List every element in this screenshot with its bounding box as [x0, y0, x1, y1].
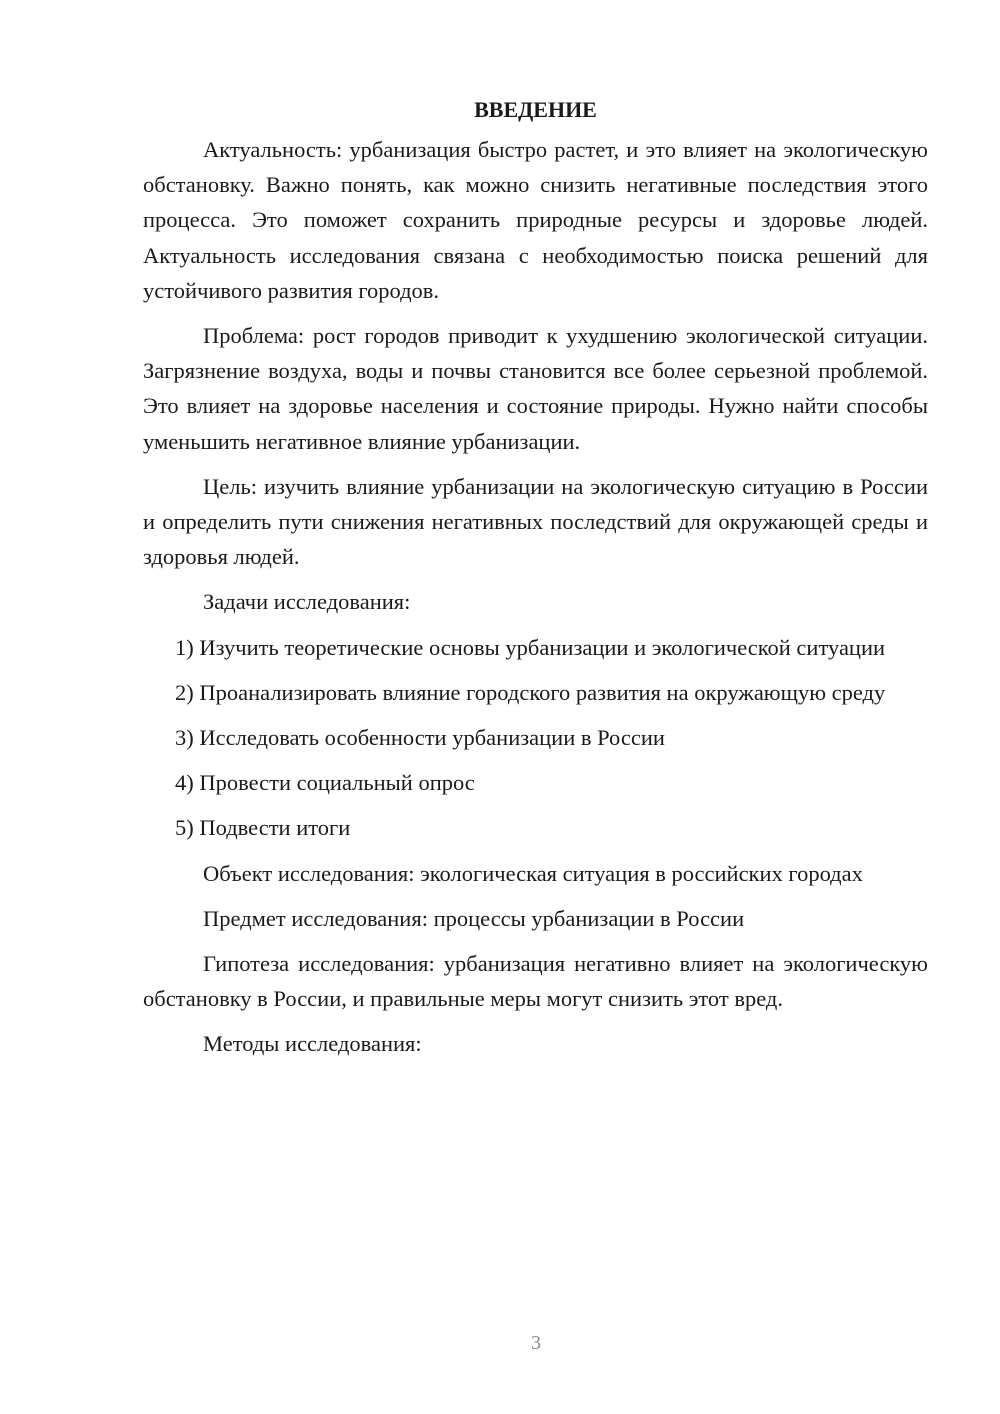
page-title: ВВЕДЕНИЕ	[474, 97, 597, 122]
task-item: 1) Изучить теоретические основы урбанизации и экологической ситуации	[175, 634, 886, 660]
problem-paragraph: Проблема: рост городов приводит к ухудшению экологической ситуации. Загрязнение воздуха, воды и почвы становится все более серьезной проблемой. Это влияет на здоровье населения и состояние природы. Нужно найти способы уменьшить негативное влияние урбанизации.	[143, 323, 928, 454]
tasks-heading: Задачи исследования:	[203, 589, 411, 615]
methods-heading: Методы исследования:	[203, 1031, 422, 1057]
hypothesis-paragraph: Гипотеза исследования: урбанизация негативно влияет на экологическую обстановку в России, и правильные меры могут снизить этот вред.	[143, 951, 928, 1012]
page-content	[143, 92, 928, 1062]
page-number: 3	[531, 1332, 541, 1354]
relevance-paragraph: Актуальность: урбанизация быстро растет, и это влияет на экологическую обстановку. Важно понять, как можно снизить негативные последствия этого процесса. Это поможет сохранить природные ресурсы и здоровье людей. Актуальность исследования связана с необходимостью поиска решений для устойчивого развития городов.	[143, 137, 928, 303]
task-item: 3) Исследовать особенности урбанизации в России	[175, 725, 665, 751]
subject-paragraph: Предмет исследования: процессы урбанизации в России	[203, 905, 745, 931]
task-item: 4) Провести социальный опрос	[175, 770, 475, 796]
task-item: 5) Подвести итоги	[175, 815, 351, 841]
goal-paragraph: Цель: изучить влияние урбанизации на экологическую ситуацию в России и определить пути снижения негативных последствий для окружающей среды и здоровья людей.	[143, 473, 928, 570]
task-item: 2) Проанализировать влияние городского развития на окружающую среду	[175, 679, 886, 705]
object-paragraph: Объект исследования: экологическая ситуация в российских городах	[203, 860, 863, 886]
